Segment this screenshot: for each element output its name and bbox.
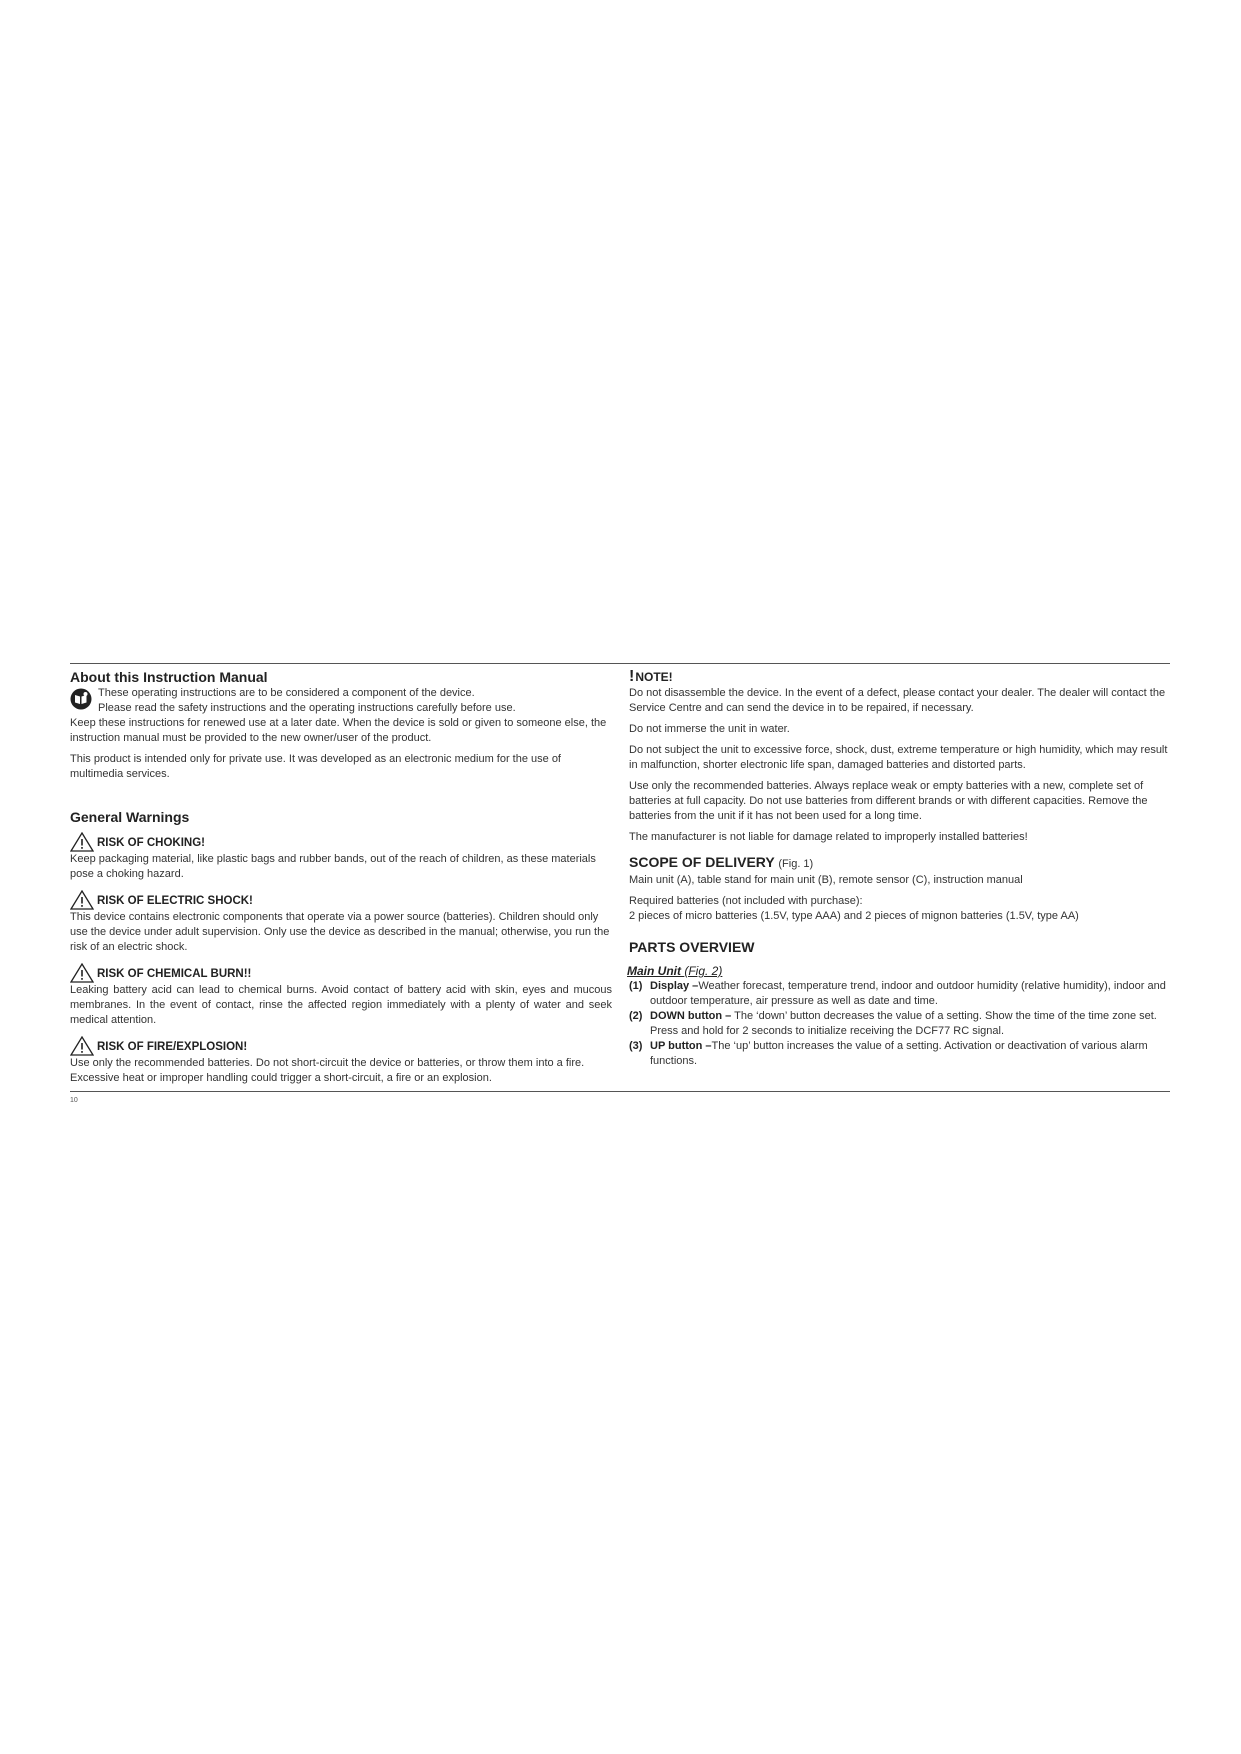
part-description: Weather forecast, temperature trend, indoor and outdoor humidity (relative humidity), indoor and outdoor temperature, air pressure as well as date and time.: [650, 980, 1166, 1007]
part-number: (2): [629, 1010, 643, 1022]
warning-shock-label: RISK OF ELECTRIC SHOCK!: [97, 895, 253, 907]
main-unit-heading: [627, 964, 1169, 979]
part-number: (1): [629, 980, 643, 992]
about-line-2: Please read the safety instructions and the operating instructions carefully before use.: [98, 702, 516, 714]
warning-fire-text: Use only the recommended batteries. Do not short-circuit the device or batteries, or throw them into a fire. Excessive heat or improper handling could trigger a short-circuit, a fire or an explosion.: [70, 1057, 585, 1084]
warning-triangle-icon: [70, 890, 94, 910]
note-paragraph-1: Do not disassemble the device. In the event of a defect, please contact your dealer. The dealer will contact the Service Centre and can send the device in to be repaired, if necessary.: [629, 687, 1166, 714]
about-heading: About this Instruction Manual: [70, 669, 268, 685]
warning-triangle-icon: [70, 1036, 94, 1056]
note-heading: [629, 668, 1169, 686]
warning-triangle-icon: [70, 832, 94, 852]
part-description: The ‘up’ button increases the value of a setting. Activation or deactivation of various alarm functions.: [650, 1040, 1148, 1067]
note-paragraph-3: Do not subject the unit to excessive force, shock, dust, extreme temperature or high humidity, which may result in malfunction, shorter electronic life span, damaged batteries and distorted parts.: [629, 744, 1168, 771]
scope-batteries-label: Required batteries (not included with purchase):: [629, 895, 863, 907]
part-item: [629, 1039, 1169, 1069]
part-title: Display –: [650, 980, 699, 992]
about-line-1: These operating instructions are to be considered a component of the device.: [98, 687, 475, 699]
note-paragraph-2: Do not immerse the unit in water.: [629, 723, 790, 735]
parts-heading: PARTS OVERVIEW: [629, 939, 755, 955]
warning-burn-title: [70, 963, 612, 983]
part-description: The ‘down’ button decreases the value of a setting. Show the time of the time zone set. Press and hold for 2 seconds to initialize receiving the DCF77 RC signal.: [650, 1010, 1157, 1037]
page-number: 10: [70, 1097, 78, 1104]
part-item: [629, 1009, 1169, 1039]
scope-heading: [629, 853, 1169, 873]
note-paragraph-5: The manufacturer is not liable for damage related to improperly installed batteries!: [629, 831, 1028, 843]
part-number: (3): [629, 1040, 643, 1052]
scope-fig-ref: (Fig. 1): [778, 858, 814, 870]
about-paragraph-2: This product is intended only for private use. It was developed as an electronic medium for the use of multimedia services.: [70, 753, 561, 780]
warning-choking-label: RISK OF CHOKING!: [97, 837, 205, 849]
note-title: NOTE!: [635, 670, 673, 684]
main-unit-label: Main Unit: [627, 964, 681, 978]
warning-shock-text: This device contains electronic components that operate via a power source (batteries). Children should only use the device under adult supervision. Only use the device as described in the manual; otherwise, you run the risk of an electric shock.: [70, 911, 610, 953]
part-title: DOWN button –: [650, 1010, 732, 1022]
part-item: [629, 979, 1169, 1009]
main-unit-fig-ref: (Fig. 2): [684, 964, 723, 978]
part-title: UP button –: [650, 1040, 712, 1052]
warning-triangle-icon: [70, 963, 94, 983]
general-warnings-heading: General Warnings: [70, 809, 190, 825]
warning-fire-label: RISK OF FIRE/EXPLOSION!: [97, 1041, 248, 1053]
read-manual-icon: [70, 688, 92, 710]
about-paragraph-1: Keep these instructions for renewed use at a later date. When the device is sold or given to someone else, the instruction manual must be provided to the new owner/user of the product.: [70, 717, 607, 744]
warning-fire-title: [70, 1036, 612, 1056]
note-exclamation-icon: !: [629, 668, 635, 685]
top-rule: [70, 663, 1170, 664]
warning-burn-label: RISK OF CHEMICAL BURN!!: [97, 968, 252, 980]
warning-choking-text: Keep packaging material, like plastic bags and rubber bands, out of the reach of children, as these materials pose a choking hazard.: [70, 853, 596, 880]
scope-contents: Main unit (A), table stand for main unit (B), remote sensor (C), instruction manual: [629, 874, 1023, 886]
left-column: [70, 668, 612, 1086]
warning-choking-title: [70, 832, 612, 852]
scope-batteries: 2 pieces of micro batteries (1.5V, type AAA) and 2 pieces of mignon batteries (1.5V, type AA): [629, 910, 1079, 922]
note-paragraph-4: Use only the recommended batteries. Always replace weak or empty batteries with a new, complete set of batteries at full capacity. Do not use batteries from different brands or with different capacities. Remove the batteries from the unit if it has not been used for a long time.: [629, 780, 1148, 822]
scope-title: SCOPE OF DELIVERY: [629, 854, 775, 870]
warning-shock-title: [70, 890, 612, 910]
warning-burn-text: Leaking battery acid can lead to chemical burns. Avoid contact of battery acid with skin, eyes and mucous membranes. In the event of contact, rinse the affected region immediately with a plenty of water and seek medical attention.: [70, 984, 612, 1026]
bottom-rule: [70, 1091, 1170, 1092]
right-column: [629, 668, 1169, 1069]
about-intro: [70, 686, 612, 716]
